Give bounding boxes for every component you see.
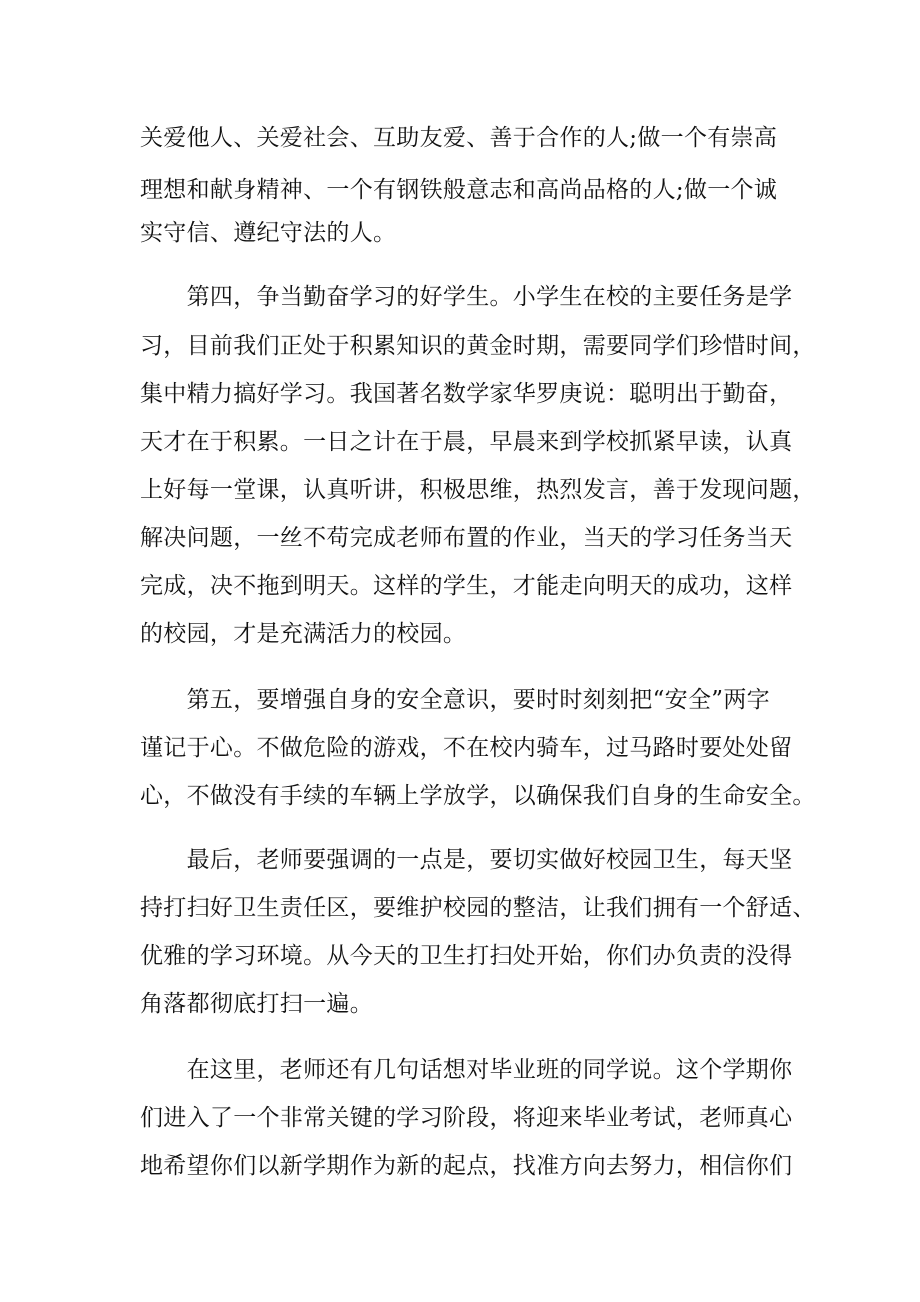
paragraph-2-line-4: 天才在于积累。一日之计在于晨，早晨来到学校抓紧早读，认真 [140,429,793,455]
paragraph-2-line-2: 习，目前我们正处于积累知识的黄金时期，需要同学们珍惜时间， [140,333,816,359]
paragraph-3-line-3: 心，不做没有手续的车辆上学放学，以确保我们自身的生命安全。 [140,783,816,809]
paragraph-5-line-1: 在这里，老师还有几句话想对毕业班的同学说。这个学期你 [140,1057,793,1083]
paragraph-1-line-3: 实守信、遵纪守法的人。 [140,220,397,246]
paragraph-3-line-2: 谨记于心。不做危险的游戏，不在校内骑车，过马路时要处处留 [140,735,793,761]
paragraph-4-line-1: 最后，老师要强调的一点是，要切实做好校园卫生，每天坚 [140,847,793,873]
paragraph-5-line-2: 们进入了一个非常关键的学习阶段，将迎来毕业考试，老师真心 [140,1105,793,1131]
paragraph-4-line-4: 角落都彻底打扫一遍。 [140,991,373,1017]
paragraph-5-line-3: 地希望你们以新学期作为新的起点，找准方向去努力，相信你们 [140,1153,793,1179]
paragraph-2-line-1: 第四，争当勤奋学习的好学生。小学生在校的主要任务是学 [140,284,793,310]
paragraph-2-line-3: 集中精力搞好学习。我国著名数学家华罗庚说：聪明出于勤奋， [140,381,793,407]
paragraph-4-line-2: 持打扫好卫生责任区，要维护校园的整洁，让我们拥有一个舒适、 [140,895,816,921]
paragraph-1-line-2: 理想和献身精神、一个有钢铁般意志和高尚品格的人;做一个诚 [140,177,778,203]
paragraph-2-line-7: 完成，决不拖到明天。这样的学生，才能走向明天的成功，这样 [140,573,793,599]
paragraph-2-line-8: 的校园，才是充满活力的校园。 [140,621,467,647]
paragraph-1-line-1: 关爱他人、关爱社会、互助友爱、善于合作的人;做一个有崇高 [140,125,778,151]
paragraph-2-line-6: 解决问题，一丝不苟完成老师布置的作业，当天的学习任务当天 [140,525,793,551]
paragraph-2-line-5: 上好每一堂课，认真听讲，积极思维，热烈发言，善于发现问题， [140,477,816,503]
paragraph-3-line-1: 第五，要增强自身的安全意识，要时时刻刻把“安全”两字 [140,687,770,713]
paragraph-4-line-3: 优雅的学习环境。从今天的卫生打扫处开始，你们办负责的没得 [140,943,793,969]
